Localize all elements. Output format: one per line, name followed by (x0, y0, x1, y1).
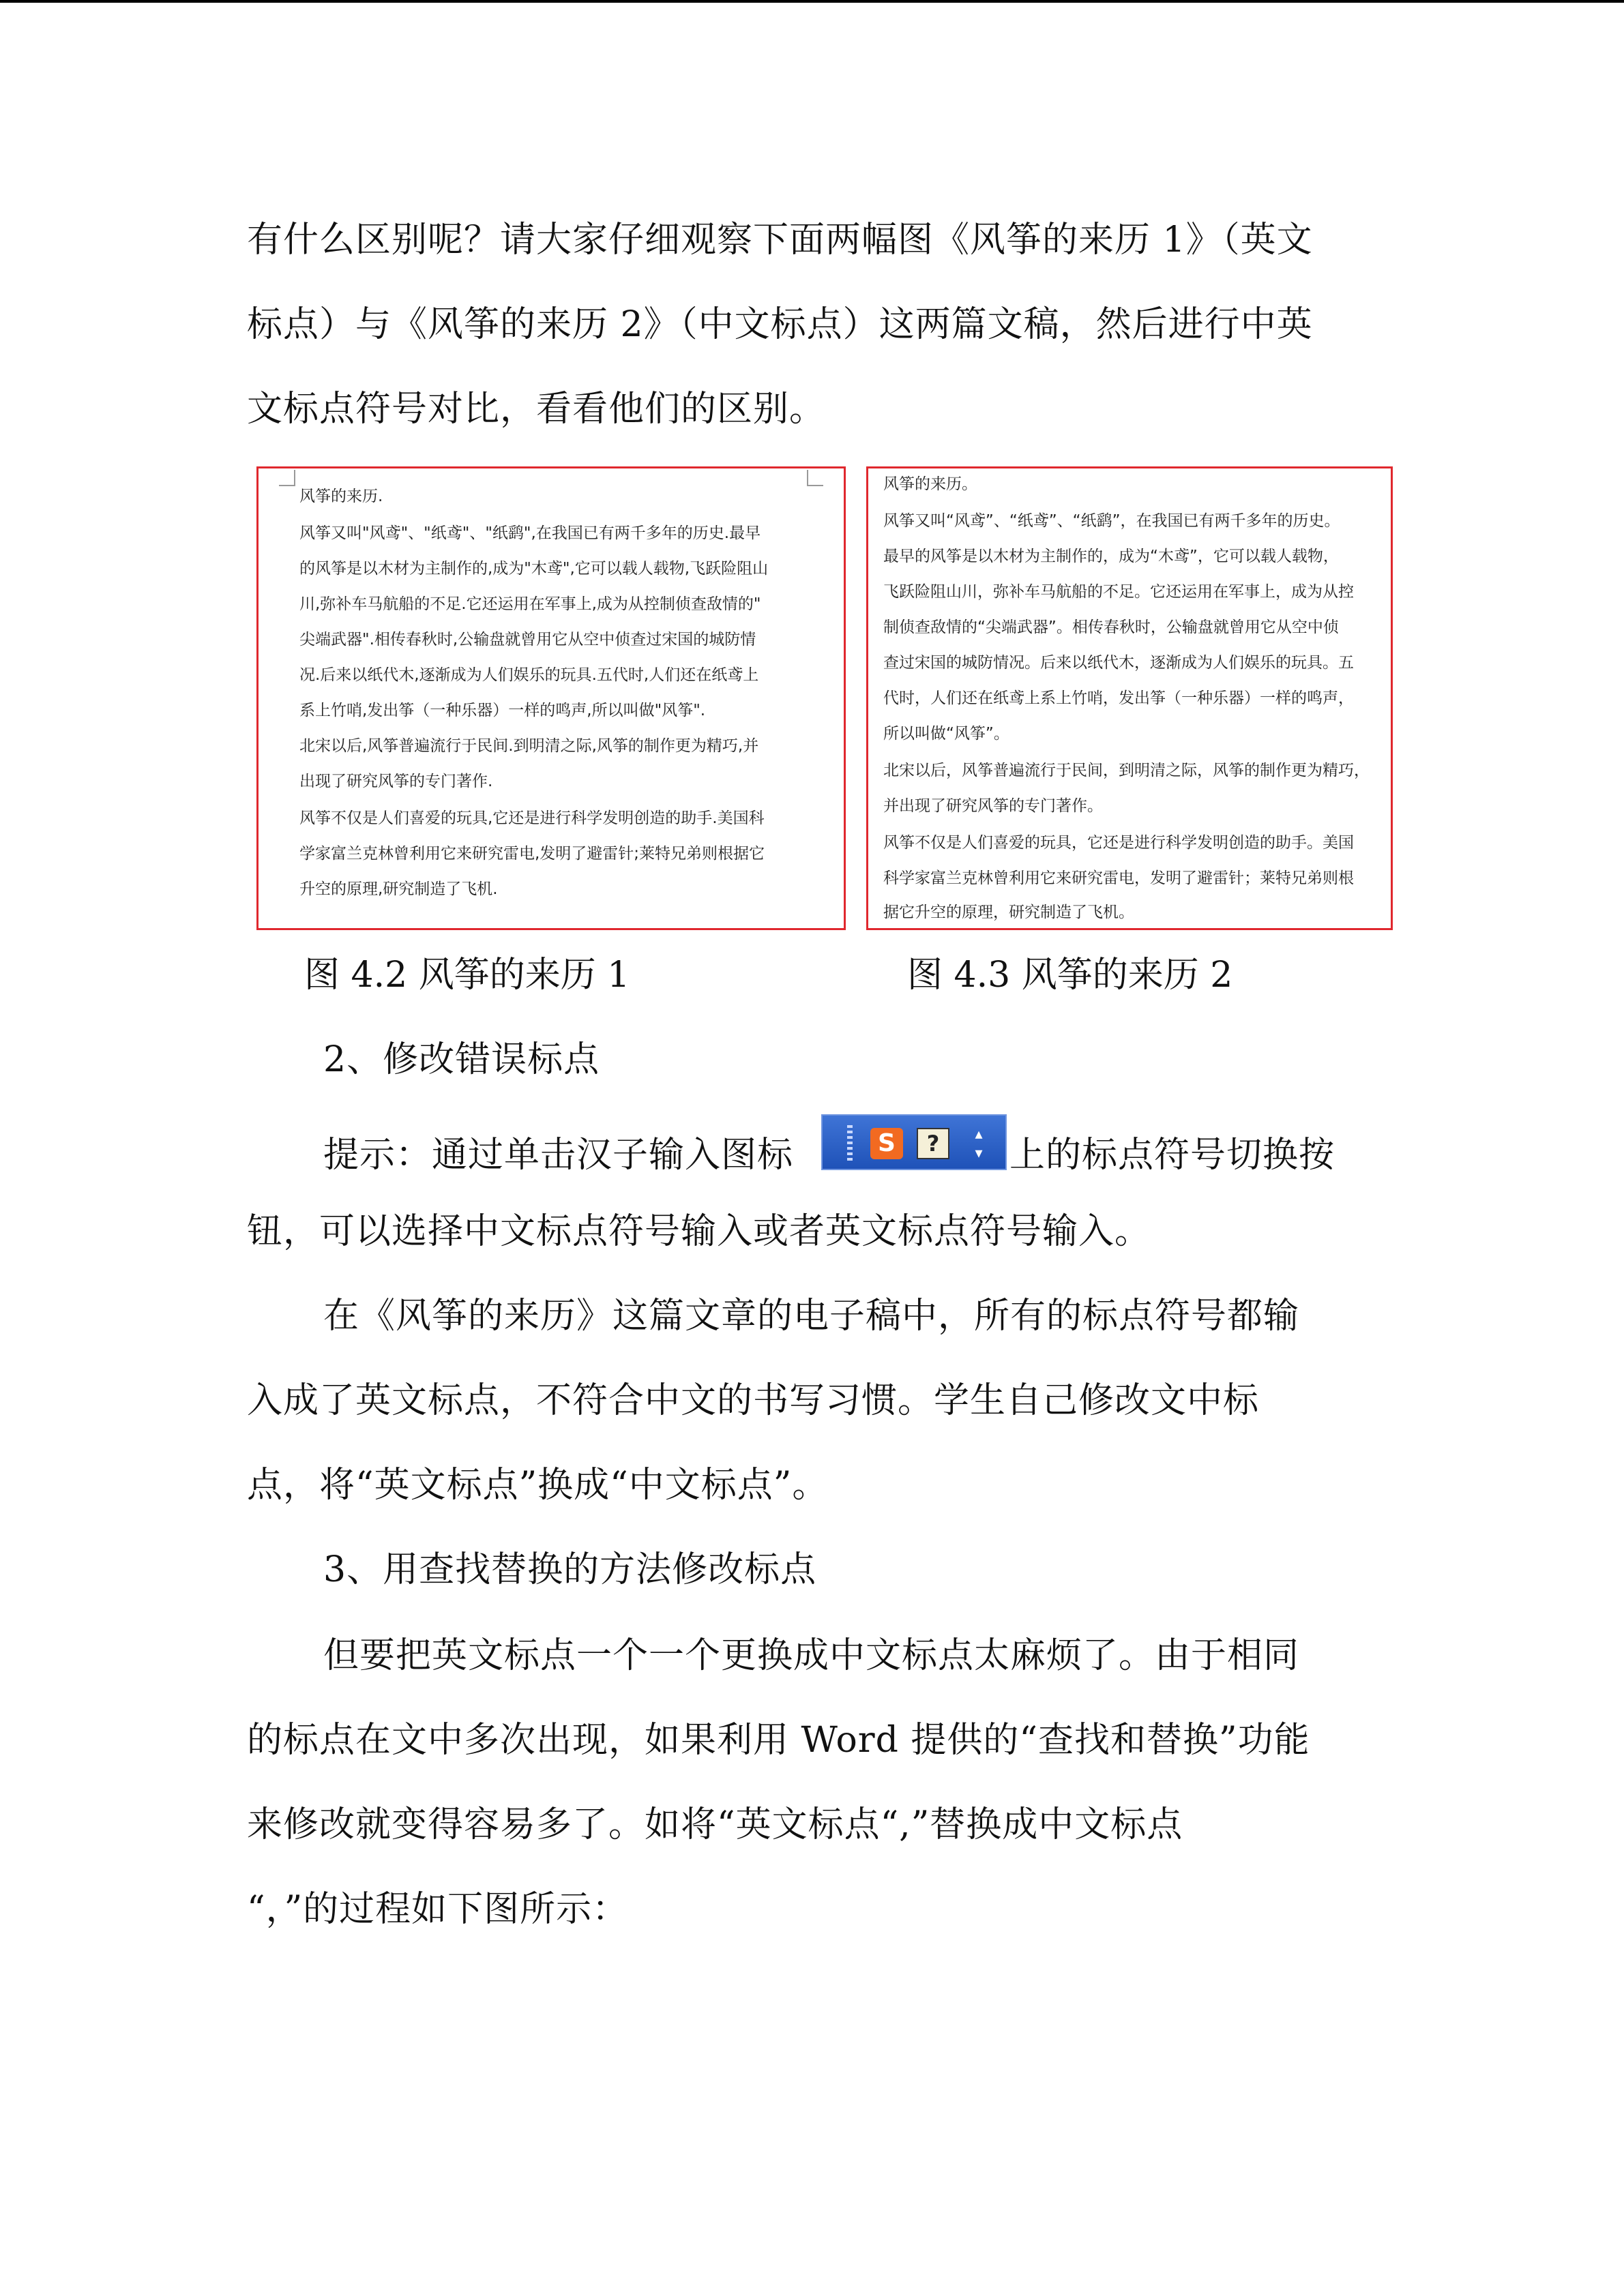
fig1-line: 风筝又叫"风鸢"、"纸鸢"、"纸鹞",在我国已有两千多年的历史.最早 (299, 524, 761, 542)
fig2-line: 所以叫做“风筝”。 (883, 725, 1009, 743)
para1-line2: 标点）与《风筝的来历 2》（中文标点）这两篇文稿，然后进行中英 (247, 304, 1313, 345)
fig2-line: 风筝又叫“风鸢”、“纸鸢”、“纸鹞”，在我国已有两千多年的历史。 (883, 512, 1340, 530)
tip-text-after-icon: 上的标点符号切换按 (1009, 1135, 1335, 1176)
fig2-line: 据它升空的原理，研究制造了飞机。 (883, 904, 1134, 921)
para1-line3: 文标点符号对比，看看他们的区别。 (247, 389, 826, 430)
para4-line1: 但要把英文标点一个一个更换成中文标点太麻烦了。由于相同 (323, 1635, 1300, 1676)
fig2-line: 最早的风筝是以木材为主制作的，成为“木鸢”，它可以载人载物， (883, 548, 1339, 565)
fig1-line: 尖端武器".相传春秋时,公输盘就曾用它从空中侦查过宋国的城防情 (299, 631, 756, 648)
figure-kite-history-1 (256, 466, 846, 930)
fig2-line: 风筝的来历。 (883, 475, 977, 493)
section-heading-2: 2、修改错误标点 (323, 1039, 600, 1080)
scroll-arrows-icon (969, 1125, 989, 1163)
fig1-line: 系上竹哨,发出筝（一种乐器）一样的鸣声,所以叫做"风筝". (299, 702, 706, 719)
fig2-line: 制侦查敌情的“尖端武器”。相传春秋时，公输盘就曾用它从空中侦 (883, 618, 1339, 636)
sogou-input-icon: S (870, 1128, 903, 1159)
para3-line2: 入成了英文标点，不符合中文的书写习惯。学生自己修改文中标 (247, 1380, 1260, 1421)
fig1-line: 出现了研究风筝的专门著作. (299, 773, 493, 790)
page-corner-mark (279, 470, 295, 486)
para3-line3: 点，将“英文标点”换成“中文标点”。 (247, 1465, 829, 1506)
para4-line3: 来修改就变得容易多了。如将“英文标点“,”替换成中文标点 (247, 1804, 1183, 1845)
help-icon: ? (917, 1128, 949, 1159)
para3-line1: 在《风筝的来历》这篇文章的电子稿中，所有的标点符号都输 (323, 1296, 1300, 1337)
fig2-line: 北宋以后，风筝普遍流行于民间，到明清之际，风筝的制作更为精巧， (883, 762, 1370, 779)
fig1-line: 学家富兰克林曾利用它来研究雷电,发明了避雷针;莱特兄弟则根据它 (299, 845, 765, 863)
section-heading-3: 3、用查找替换的方法修改标点 (323, 1549, 817, 1590)
fig1-line: 川,弥补车马航船的不足.它还运用在军事上,成为从控制侦查敌情的" (299, 595, 761, 613)
para4-line4: “，”的过程如下图所示： (247, 1889, 629, 1930)
fig1-line: 北宋以后,风筝普遍流行于民间.到明清之际,风筝的制作更为精巧,并 (299, 737, 759, 755)
fig2-line: 科学家富兰克林曾利用它来研究雷电，发明了避雷针；莱特兄弟则根 (883, 869, 1354, 887)
page-corner-mark (807, 470, 823, 486)
figure-caption-2: 图 4.3 风筝的来历 2 (907, 955, 1233, 996)
ime-toolbar-icon (821, 1114, 1007, 1170)
arrow-up-icon: ▴ (975, 1126, 983, 1143)
fig2-line: 并出现了研究风筝的专门著作。 (883, 797, 1103, 815)
fig1-line: 的风筝是以木材为主制作的,成为"木鸢",它可以载人载物,飞跃险阻山 (299, 560, 769, 578)
para4-line2: 的标点在文中多次出现，如果利用 Word 提供的“查找和替换”功能 (247, 1720, 1310, 1761)
fig2-line: 飞跃险阻山川，弥补车马航船的不足。它还运用在军事上，成为从控 (883, 583, 1354, 601)
fig2-line: 代时，人们还在纸鸢上系上竹哨，发出筝（一种乐器）一样的鸣声， (883, 689, 1354, 707)
toolbar-grip-icon (847, 1125, 853, 1162)
figure-caption-1: 图 4.2 风筝的来历 1 (304, 955, 630, 996)
fig2-line: 查过宋国的城防情况。后来以纸代木，逐渐成为人们娱乐的玩具。五 (883, 654, 1354, 672)
fig1-line: 升空的原理,研究制造了飞机. (299, 880, 498, 898)
arrow-down-icon: ▾ (975, 1145, 983, 1162)
fig1-line: 风筝的来历. (299, 488, 383, 505)
fig2-line: 风筝不仅是人们喜爱的玩具，它还是进行科学发明创造的助手。美国 (883, 834, 1354, 852)
tip-text-before-icon: 提示：通过单击汉子输入图标 (323, 1135, 794, 1176)
fig1-line: 况.后来以纸代木,逐渐成为人们娱乐的玩具.五代时,人们还在纸鸢上 (299, 666, 759, 684)
tip-text-line2: 钮，可以选择中文标点符号输入或者英文标点符号输入。 (247, 1211, 1151, 1252)
fig1-line: 风筝不仅是人们喜爱的玩具,它还是进行科学发明创造的助手.美国科 (299, 809, 765, 827)
para1-line1: 有什么区别呢？请大家仔细观察下面两幅图《风筝的来历 1》（英文 (247, 220, 1313, 260)
figure-kite-history-2 (866, 466, 1393, 930)
